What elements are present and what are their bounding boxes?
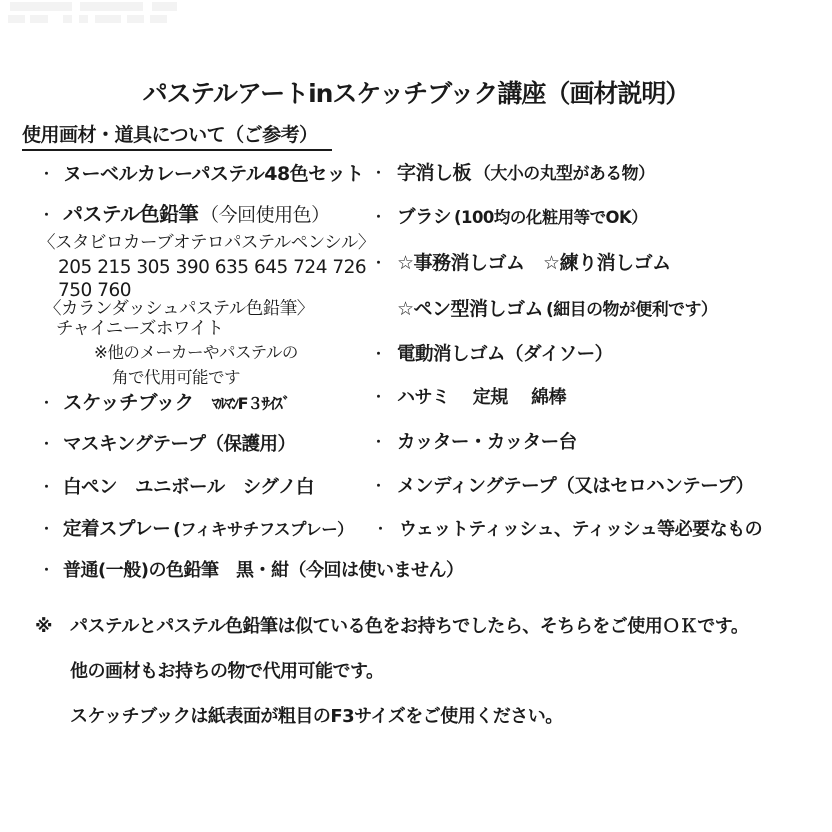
bullet-icon: ・ [40, 522, 53, 537]
section-heading [22, 120, 332, 151]
material-item-pastel-pencil [40, 203, 330, 227]
bullet-icon: ・ [372, 390, 385, 405]
material-item-masking-tape [40, 434, 296, 455]
item-label: ☆事務消しゴム ☆練り消しゴム [397, 252, 671, 274]
material-item-pastel-set [40, 164, 364, 186]
item-label: 白ペン ユニボール シグノ白 [63, 477, 314, 498]
bullet-icon: ・ [40, 167, 53, 182]
item-label: ブラシ [397, 207, 452, 228]
note-marker: ※ [35, 616, 52, 637]
bullet-icon: ・ [374, 522, 387, 537]
item-detail-substitute-note-1 [94, 344, 298, 363]
item-label: 普通(一般)の色鉛筆 黒・紺（今回は使いません） [63, 560, 464, 581]
note-text: スケッチブックは紙表面が粗目のF3サイズをご使用ください。 [70, 706, 563, 727]
item-detail-stabilo [38, 233, 375, 253]
footer-note-1 [35, 612, 748, 638]
bullet-icon: ・ [372, 256, 385, 271]
material-item-scissors-ruler-swab [372, 388, 566, 409]
item-detail-color-numbers-1 [58, 257, 366, 278]
detail-text: 750 760 [58, 280, 132, 301]
item-label: ハサミ 定規 綿棒 [397, 387, 567, 408]
bullet-icon: ・ [40, 208, 53, 223]
material-item-mending-tape [372, 476, 754, 497]
detail-text: 〈カランダッシュパステル色鉛筆〉 [44, 299, 314, 319]
bullet-icon: ・ [372, 347, 385, 362]
material-item-pen-eraser [397, 299, 717, 321]
item-label: マスキングテープ（保護用） [63, 434, 296, 455]
item-label: ☆ペン型消しゴム [397, 298, 544, 320]
item-paren: (100均の化粧用等でOK） [454, 208, 648, 227]
material-item-white-pen [40, 477, 314, 498]
bullet-icon: ・ [372, 479, 385, 494]
bullet-icon: ・ [40, 396, 53, 411]
material-item-brush [372, 207, 647, 228]
footer-note-3 [70, 702, 563, 728]
item-paren: (細目の物が便利です） [546, 299, 718, 319]
item-paren: （大小の丸型がある物） [474, 163, 655, 183]
item-label: カッター・カッター台 [397, 432, 577, 453]
material-item-normal-pencil [40, 561, 463, 582]
detail-text: 205 215 305 390 635 645 724 726 [58, 257, 367, 278]
item-label: メンディングテープ（又はセロハンテープ） [397, 476, 754, 497]
item-detail-substitute-note-2 [112, 369, 240, 388]
material-item-cutter [372, 432, 577, 453]
material-item-fixative-spray [40, 519, 353, 540]
page-title: パステルアートinスケッチブック講座（画材説明） [142, 79, 690, 108]
detail-text: 角で代用可能です [112, 368, 240, 387]
item-label: ヌーベルカレーパステル48色セット [63, 163, 364, 185]
detail-text: ※他のメーカーやパステルの [94, 343, 298, 362]
item-paren: (フィキサチフスプレー） [173, 520, 354, 539]
item-paren: （今回使用色） [200, 204, 330, 226]
detail-text: 〈スタビロカーブオテロパステルペンシル〉 [38, 233, 375, 253]
detail-text: チャイニーズホワイト [56, 319, 224, 339]
bullet-icon: ・ [40, 480, 53, 495]
bullet-icon: ・ [372, 435, 385, 450]
item-label: スケッチブック [63, 391, 194, 414]
item-detail-chinese-white [56, 319, 223, 339]
note-text: パステルとパステル色鉛筆は似ている色をお持ちでしたら、そちらをご使用ＯＫです。 [70, 616, 749, 637]
item-label: 定着スプレー [63, 519, 171, 540]
material-item-wet-tissue [374, 520, 762, 541]
note-text: 他の画材もお持ちの物で代用可能です。 [70, 661, 384, 682]
item-label: パステル色鉛筆 [63, 202, 199, 226]
item-label: 字消し板 [397, 162, 472, 184]
bullet-icon: ・ [40, 563, 53, 578]
material-item-sketchbook [40, 392, 289, 414]
material-item-electric-eraser [372, 344, 613, 365]
footer-note-2 [70, 657, 384, 683]
material-item-erasers [372, 253, 671, 275]
bullet-icon: ・ [372, 210, 385, 225]
bullet-icon: ・ [40, 437, 53, 452]
bullet-icon: ・ [372, 166, 385, 181]
item-detail-caran-dache [44, 299, 314, 319]
item-note: ﾏﾙﾏﾝF３ｻｲｽﾞ [211, 394, 290, 413]
item-label: 電動消しゴム（ダイソー） [397, 344, 613, 365]
material-item-eraser-shield [372, 163, 655, 185]
section-heading-text: 使用画材・道具について（ご参考） [22, 120, 332, 151]
item-label: ウェットティッシュ、ティッシュ等必要なもの [399, 519, 763, 540]
